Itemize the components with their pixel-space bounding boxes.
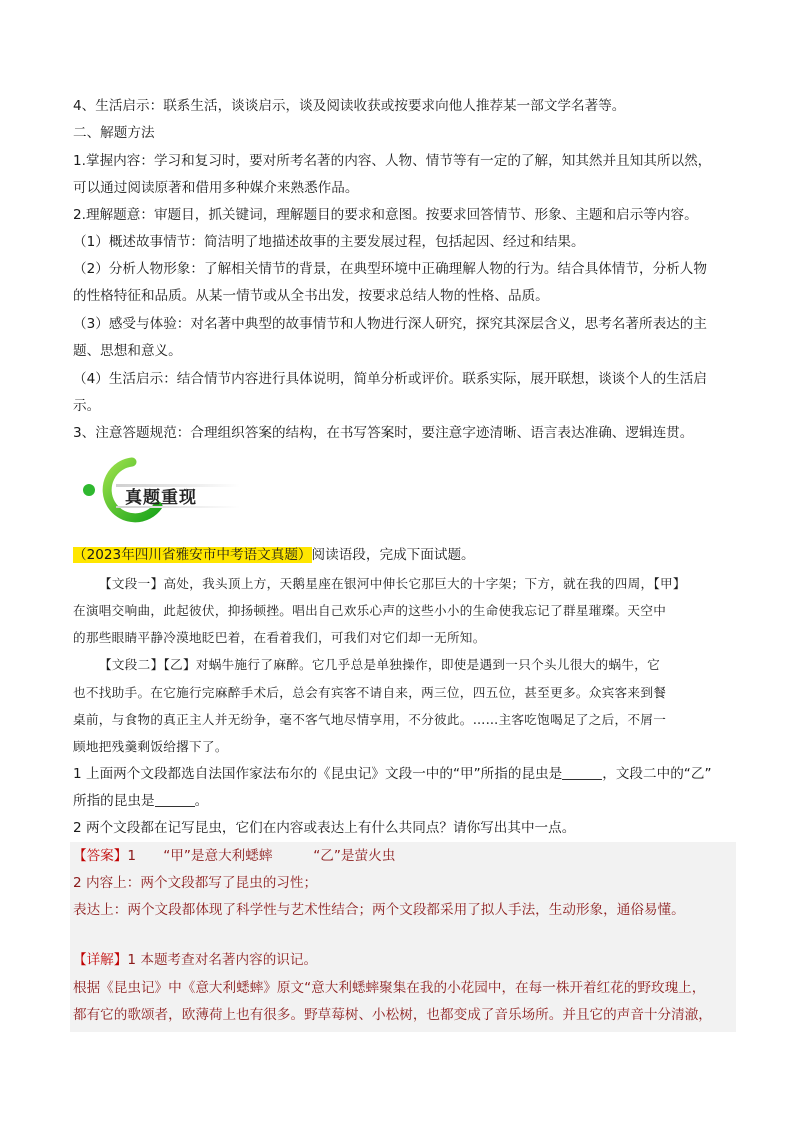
text-line: 示。 [73, 398, 101, 414]
answer-line: 表达上：两个文段都体现了科学性与艺术性结合；两个文段都采用了拟人手法，生动形象，通俗易懂。 [73, 902, 685, 918]
text-line: 4、生活启示：联系生活，谈谈启示，谈及阅读收获或按要求向他人推荐某一部文学名著等。 [73, 98, 626, 114]
passage-line: 也不找助手。在它施行完麻醉手术后，总会有宾客不请自来，两三位，四五位，甚至更多。众宾客来到餐 [73, 685, 667, 700]
section-heading: 二、解题方法 [73, 125, 155, 141]
passage-line: 【文段二】【乙】对蜗牛施行了麻醉。它几乎总是单独操作，即使是遇到一只个头儿很大的蜗牛，它 [99, 657, 661, 672]
answer-text: 1 “甲”是意大利蟋蟀 “乙”是萤火虫 [127, 848, 396, 864]
answer-line: 2 内容上：两个文段都写了昆虫的习性； [73, 875, 318, 891]
text-line: 2.理解题意：审题目，抓关键词，理解题目的要求和意图。按要求回答情节、形象、主题和启示等内容。 [73, 207, 698, 223]
question-1 [73, 764, 733, 784]
banner-title: 真题重现 [125, 488, 197, 508]
answer-blank[interactable] [155, 792, 195, 807]
detail-line: 根据《昆虫记》中《意大利蟋蟀》原文“意大利蟋蟀聚集在我的小花园中，在每一株开着红花的野玫瑰上， [73, 980, 706, 996]
detail-text: 1 本题考查对名著内容的识记。 [127, 952, 318, 968]
text-line: 1.掌握内容：学习和复习时，要对所考名著的内容、人物、情节等有一定的了解，知其然并且知其所以然， [73, 153, 712, 169]
passage-line: 桌前，与食物的真正主人并无纷争，毫不客气地尽情享用，不分彼此。……主客吃饱喝足了之后，不屑一 [73, 712, 667, 727]
question-1-cont [73, 791, 733, 811]
source-highlight: （2023年四川省雅安市中考语文真题） [73, 547, 312, 563]
text-line: （3）感受与体验：对名著中典型的故事情节和人物进行深人研究，探究其深层含义，思考名著所表达的主 [73, 316, 707, 332]
question-text: 。 [194, 793, 209, 809]
detail-label: 【详解】 [73, 952, 128, 968]
text-line: 的性格特征和品质。从某一情节或从全书出发，按要求总结人物的性格、品质。 [73, 288, 549, 304]
text-line: 题、思想和意义。 [73, 343, 182, 359]
answer-box [70, 842, 736, 1032]
question-text: 1 上面两个文段都选自法国作家法布尔的《昆虫记》文段一中的“甲”所指的昆虫是 [73, 766, 563, 782]
passage-line: 顾地把残羹剩饭给撂下了。 [73, 739, 228, 754]
question-text: 所指的昆虫是 [73, 793, 155, 809]
text-line: 可以通过阅读原著和借用多种媒介来熟悉作品。 [73, 180, 359, 196]
detail-line: 都有它的歌颂者，欧薄荷上也有很多。野草莓树、小松树，也都变成了音乐场所。并且它的声音十分清澈， [73, 1007, 712, 1023]
text-line: （4）生活启示：结合情节内容进行具体说明，简单分析或评价。联系实际，展开联想，谈谈个人的生活启 [73, 371, 707, 387]
answer-label: 【答案】 [73, 848, 128, 864]
answer-blank[interactable] [562, 765, 602, 780]
source-instruction: 阅读语段，完成下面试题。 [311, 547, 475, 563]
source-line [73, 545, 733, 565]
passage-line: 的那些眼睛平静冷漠地眨巴着，在看着我们，可我们对它们却一无所知。 [73, 630, 486, 645]
text-line: （2）分析人物形象：了解相关情节的背景，在典型环境中正确理解人物的行为。结合具体情节，分析人物 [73, 261, 707, 277]
passage-line: 【文段一】高处，我头顶上方，天鹅星座在银河中伸长它那巨大的十字架；下方，就在我的四周，【甲】 [99, 576, 686, 591]
detail-line [73, 950, 733, 970]
passage-line: 在演唱交响曲，此起彼伏，抑扬顿挫。唱出自己欢乐心声的这些小小的生命使我忘记了群星璀璨。天空中 [73, 603, 667, 618]
text-line: （1）概述故事情节：简洁明了地描述故事的主要发展过程，包括起因、经过和结果。 [73, 234, 585, 250]
text-line: 3、注意答题规范：合理组织答案的结构，在书写答案时，要注意字迹清晰、语言表达准确、逻辑连贯。 [73, 425, 694, 441]
dot-icon [83, 484, 95, 496]
answer-line [73, 846, 733, 866]
question-text: ，文段二中的“乙” [602, 766, 712, 782]
question-2: 2 两个文段都在记写昆虫，它们在内容或表达上有什么共同点？请你写出其中一点。 [73, 820, 576, 836]
